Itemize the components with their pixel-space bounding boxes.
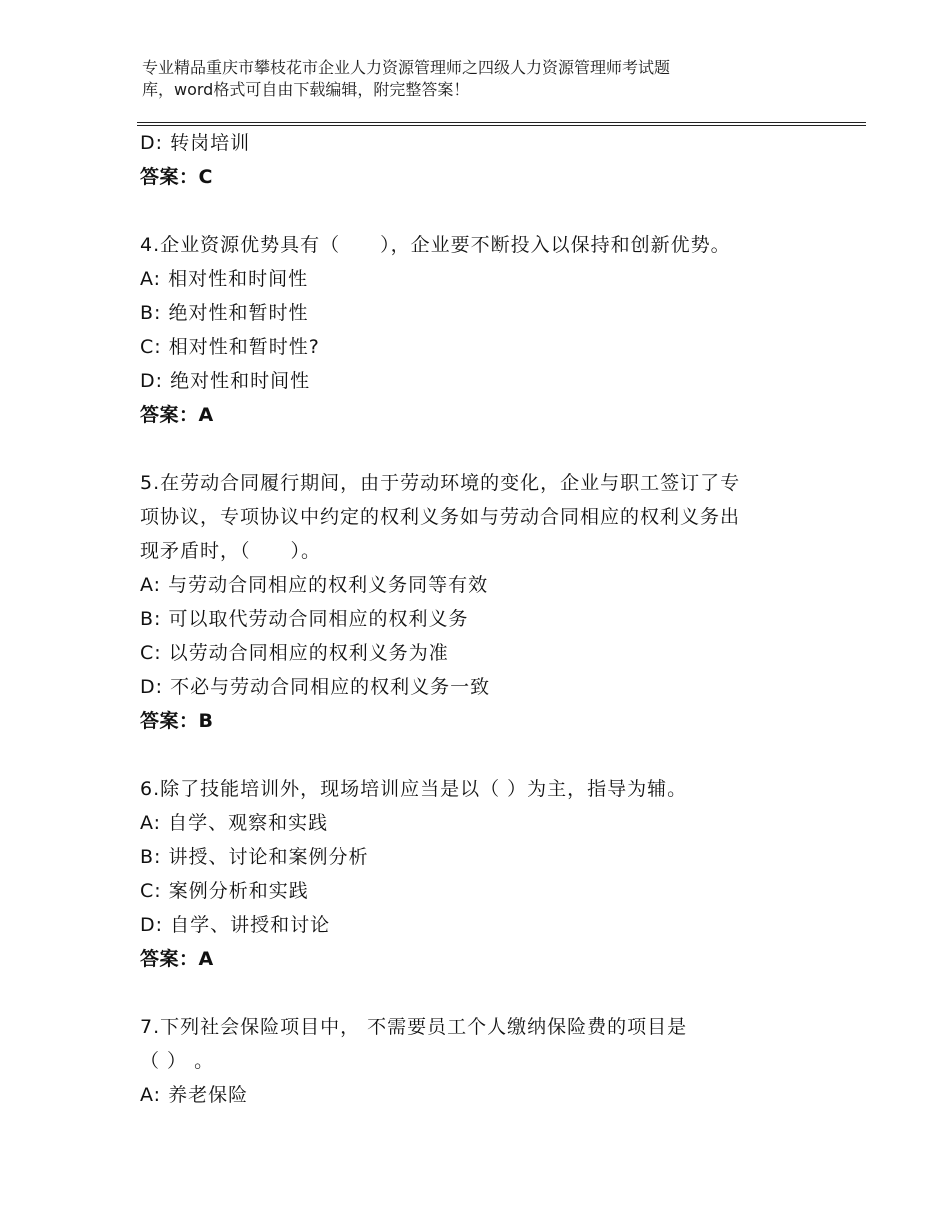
question-text-line-1: 5.在劳动合同履行期间，由于劳动环境的变化，企业与职工签订了专 <box>140 472 741 494</box>
option-c: C: 以劳动合同相应的权利义务为准 <box>140 642 449 664</box>
option-a: A: 自学、观察和实践 <box>140 812 329 834</box>
option-a: A: 与劳动合同相应的权利义务同等有效 <box>140 574 489 596</box>
question-text-line-2: 项协议，专项协议中约定的权利义务如与劳动合同相应的权利义务出 <box>140 506 741 528</box>
option-b: B: 讲授、讨论和案例分析 <box>140 846 369 868</box>
question-text-line-1: 7.下列社会保险项目中， 不需要员工个人缴纳保险费的项目是 <box>140 1016 688 1038</box>
header-line-1: 专业精品重庆市攀枝花市企业人力资源管理师之四级人力资源管理师考试题 <box>142 58 671 77</box>
answer: 答案：A <box>140 404 214 426</box>
spacer <box>140 738 820 772</box>
answer: 答案：A <box>140 948 214 970</box>
question-text: 4.企业资源优势具有（ ），企业要不断投入以保持和创新优势。 <box>140 234 731 256</box>
question-7 <box>140 1010 820 1112</box>
page-header <box>142 57 782 101</box>
option-c: C: 案例分析和实践 <box>140 880 309 902</box>
question-4 <box>140 228 820 432</box>
option-a: A: 养老保险 <box>140 1084 249 1106</box>
header-rule-top <box>137 122 866 123</box>
question-list <box>140 126 820 1112</box>
header-line-2: 库，word格式可自由下载编辑，附完整答案！ <box>142 80 470 99</box>
question-6 <box>140 772 820 976</box>
option-b: B: 绝对性和暂时性 <box>140 302 309 324</box>
option-c: C: 相对性和暂时性? <box>140 336 320 358</box>
spacer <box>140 432 820 466</box>
spacer <box>140 194 820 228</box>
question-5 <box>140 466 820 738</box>
option-b: B: 可以取代劳动合同相应的权利义务 <box>140 608 469 630</box>
spacer <box>140 976 820 1010</box>
option-a: A: 相对性和时间性 <box>140 268 309 290</box>
option-d: D: 不必与劳动合同相应的权利义务一致 <box>140 676 491 698</box>
question-text-line-3: 现矛盾时，（ ）。 <box>140 540 322 562</box>
question-text-line-2: （ ） 。 <box>140 1050 215 1072</box>
option-d: D: 自学、讲授和讨论 <box>140 914 331 936</box>
option-d: D: 绝对性和时间性 <box>140 370 311 392</box>
answer: 答案：C <box>140 166 213 188</box>
question-3 <box>140 126 820 194</box>
option-d: D: 转岗培训 <box>140 132 251 154</box>
answer: 答案：B <box>140 710 214 732</box>
question-text: 6.除了技能培训外，现场培训应当是以（ ）为主，指导为辅。 <box>140 778 688 800</box>
